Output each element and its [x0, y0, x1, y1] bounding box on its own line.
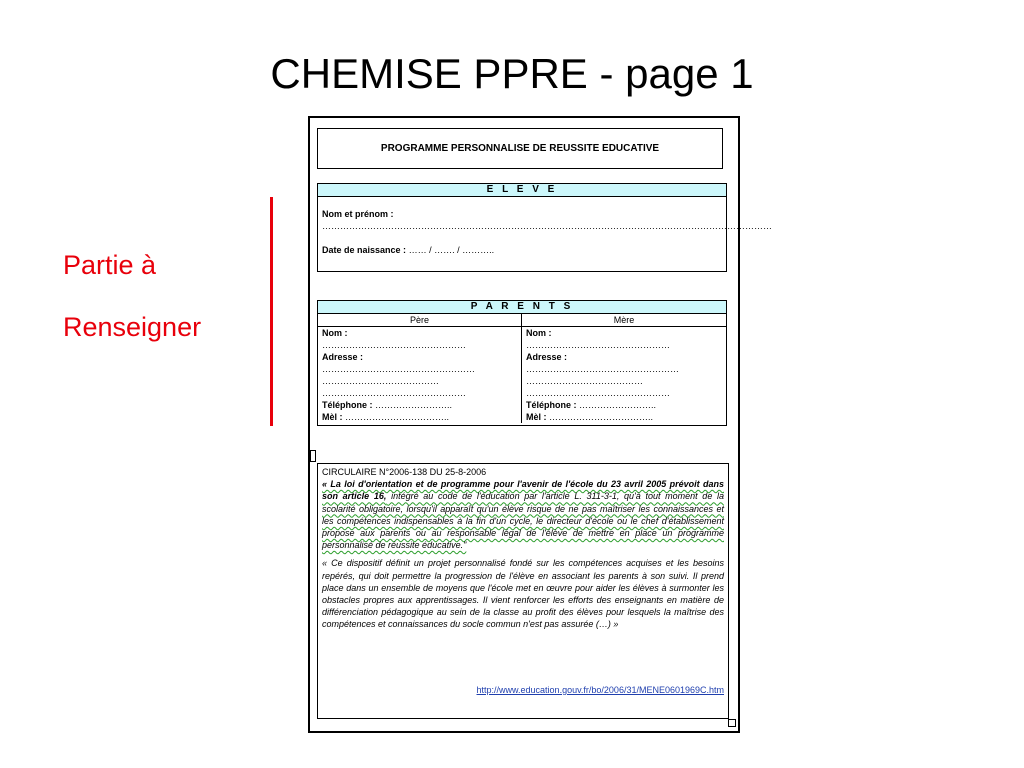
father-adresse-dots-1: …………………………………………… — [322, 364, 475, 374]
eleve-section — [317, 183, 772, 272]
resize-handle[interactable] — [728, 719, 736, 727]
form-title: PROGRAMME PERSONNALISE DE REUSSITE EDUCATIVE — [317, 128, 723, 169]
birth-label: Date de naissance : — [322, 245, 407, 255]
father-nom-label: Nom : — [322, 328, 348, 338]
name-dots: …………………………………………………………………………………………………………………………………… — [322, 221, 772, 231]
mother-column — [522, 314, 726, 423]
ppre-form-document — [308, 116, 772, 733]
side-label-line2: Renseigner — [63, 312, 202, 342]
circulaire-link[interactable]: http://www.education.gouv.fr/bo/2006/31/MENE0601969C.htm — [476, 684, 724, 695]
circulaire-para1-bold: « La loi d'orientation et de programme pour l'avenir de l'école du 23 avril 2005 prévoit dans son article 16, — [322, 479, 724, 502]
father-column — [318, 314, 522, 423]
circulaire-box — [317, 463, 729, 719]
mother-telephone-dots: …………………….. — [579, 400, 657, 410]
circulaire-paragraph-2: « Ce dispositif définit un projet personnalisé fondé sur les compétences acquises et les besoins repérés, qui doit permettre la progression de l'élève en associant les parents à son suivi. Il prend place dans un ensemble de moyens que l'école met en œuvre pour aider les élèves à surmonter les obstacles propres aux apprentissages. Il vient renforcer les efforts des enseignants en matière de différenciation pédagogique au sein de la classe au profit des élèves pour lesquels la maîtrise des compétences et connaissances du socle commun n'est pas assurée (…) » — [322, 558, 724, 630]
father-heading: Père — [318, 314, 521, 327]
eleve-heading: E L E V E — [318, 184, 726, 197]
parents-heading: P A R E N T S — [318, 301, 726, 314]
father-nom-dots: ………………………………………… — [322, 340, 466, 350]
father-mel-label: Mèl : — [322, 412, 343, 422]
mother-adresse-dots-2: ………………………………… — [526, 376, 643, 386]
parents-section — [317, 300, 727, 426]
circulaire-para1-rest: intégré au code de l'éducation par l'article L. 311-3-1, qu'à tout moment de la scolarité obligatoire, lorsqu'il apparaît qu'un élève risque de ne pas maîtriser les connaissances et les compétences indispensables à la fin d'un cycle, le directeur d'école ou le chef d'établissement propose aux parents ou au responsable légal de l'élève de mettre en place un programme personnalisé de réussite éducative." — [322, 491, 725, 551]
father-adresse-label: Adresse : — [322, 352, 364, 362]
red-bracket-line — [270, 197, 273, 426]
mother-adresse-dots-3: ………………………………………… — [526, 388, 670, 398]
birth-value: …… / ……. / ……….. — [408, 245, 495, 255]
father-telephone-dots: …………………….. — [375, 400, 453, 410]
name-label: Nom et prénom : — [322, 209, 394, 219]
mother-adresse-dots-1: …………………………………………… — [526, 364, 679, 374]
mother-heading: Mère — [522, 314, 726, 327]
mother-mel-label: Mèl : — [526, 412, 547, 422]
father-mel-dots: …………………………….. — [345, 412, 450, 422]
circulaire-header: CIRCULAIRE N°2006-138 DU 25-8-2006 — [322, 467, 487, 477]
mother-mel-dots: …………………………….. — [549, 412, 654, 422]
slide-title: CHEMISE PPRE - page 1 — [270, 50, 754, 97]
father-telephone-label: Téléphone : — [322, 400, 373, 410]
mother-telephone-label: Téléphone : — [526, 400, 577, 410]
mother-nom-label: Nom : — [526, 328, 552, 338]
father-adresse-dots-3: ………………………………………… — [322, 388, 466, 398]
mother-adresse-label: Adresse : — [526, 352, 568, 362]
mother-nom-dots: ………………………………………… — [526, 340, 670, 350]
side-label-line1: Partie à — [63, 250, 157, 280]
anchor-marker — [310, 450, 316, 462]
circulaire-paragraph-1 — [322, 478, 724, 551]
father-adresse-dots-2: ………………………………… — [322, 376, 439, 386]
